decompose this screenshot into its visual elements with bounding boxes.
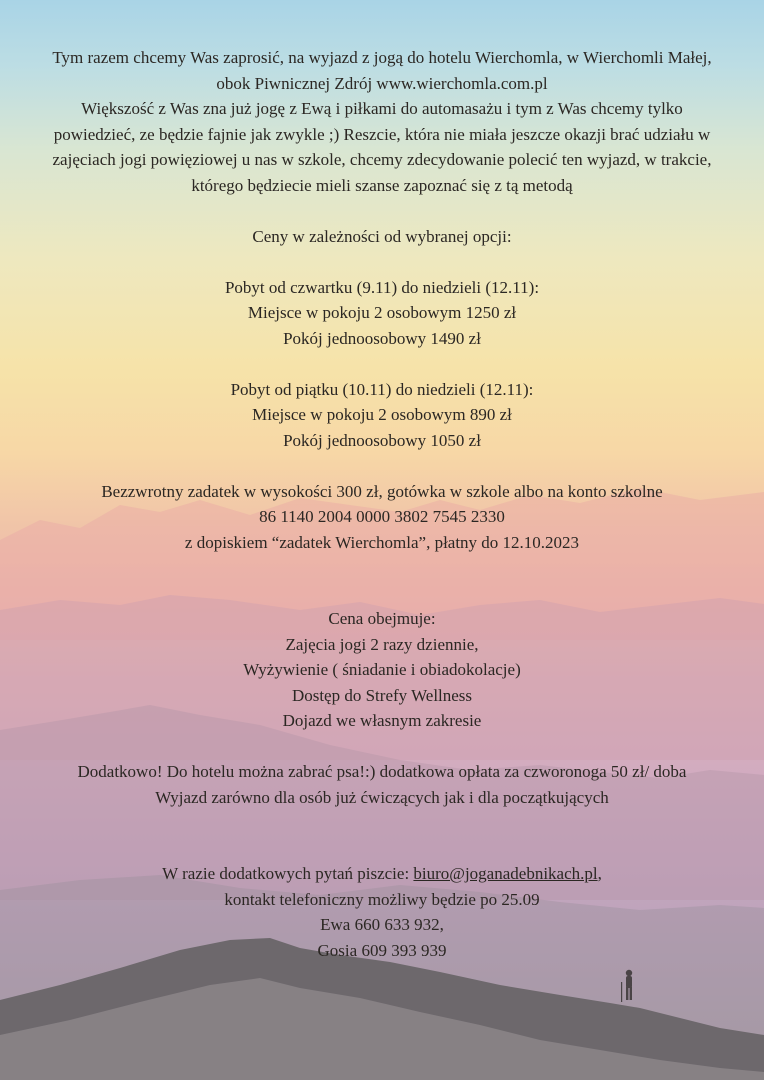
intro-line-4: powiedzieć, ze będzie fajnie jak zwykle ;) Reszcie, która nie miała jeszcze okazji brać udziału w xyxy=(53,124,711,144)
intro-line-1: Tym razem chcemy Was zaprosić, na wyjazd z jogą do hotelu Wierchomla, w Wierchomli Małej, xyxy=(52,48,712,67)
invitation-text xyxy=(0,45,764,963)
contact-phone-ewa: Ewa 660 633 932, xyxy=(320,915,444,934)
includes-heading: Cena obejmuje: xyxy=(328,609,436,628)
option1-title: Pobyt od czwartku (9.11) do niedzieli (12.11): xyxy=(224,277,540,297)
extra-line-1: Dodatkowo! Do hotelu można zabrać psa!:) dodatkowa opłata za czworonoga 50 zł/ doba xyxy=(77,762,687,781)
includes-item: Dostęp do Strefy Wellness xyxy=(291,685,473,705)
email-link[interactable]: biuro@joganadebnikach.pl xyxy=(413,864,598,883)
option2-double-room: Miejsce w pokoju 2 osobowym 890 zł xyxy=(252,405,512,424)
contact-line-1 xyxy=(0,861,764,887)
prices-heading: Ceny w zależności od wybranej opcji: xyxy=(252,226,512,246)
deposit-account-number: 86 1140 2004 0000 3802 7545 2330 xyxy=(259,507,505,526)
deposit-line-3: z dopiskiem “zadatek Wierchomla”, płatny do 12.10.2023 xyxy=(184,532,580,552)
includes-item: Dojazd we własnym zakresie xyxy=(282,711,482,730)
includes-item: Zajęcia jogi 2 razy dziennie, xyxy=(285,634,479,654)
option1-single-room: Pokój jednoosobowy 1490 zł xyxy=(283,328,481,348)
intro-line-6: którego będziecie mieli szanse zapoznać się z tą metodą xyxy=(191,175,573,195)
includes-item: Wyżywienie ( śniadanie i obiadokolacje) xyxy=(243,660,521,679)
contact-prefix: W razie dodatkowych pytań piszcie: xyxy=(162,864,414,883)
deposit-line-1: Bezzwrotny zadatek w wysokości 300 zł, gotówka w szkole albo na konto szkolne xyxy=(101,481,663,501)
contact-phone-gosia: Gosia 609 393 939 xyxy=(317,940,447,960)
option2-single-room: Pokój jednoosobowy 1050 zł xyxy=(283,430,481,450)
intro-line-2: obok Piwnicznej Zdrój www.wierchomla.com.pl xyxy=(216,73,548,93)
contact-suffix: , xyxy=(597,864,602,883)
contact-line-2: kontakt telefoniczny możliwy będzie po 25.09 xyxy=(224,889,540,909)
intro-line-3: Większość z Was zna już jogę z Ewą i piłkami do automasażu i tym z Was chcemy tylko xyxy=(81,99,683,118)
option2-title: Pobyt od piątku (10.11) do niedzieli (12.11): xyxy=(230,379,534,399)
option1-double-room: Miejsce w pokoju 2 osobowym 1250 zł xyxy=(247,303,517,322)
extra-line-2: Wyjazd zarówno dla osób już ćwiczących jak i dla początkujących xyxy=(155,787,609,807)
intro-line-5: zajęciach jogi powięziowej u nas w szkole, chcemy zdecydowanie polecić ten wyjazd, w trakcie, xyxy=(52,150,712,169)
